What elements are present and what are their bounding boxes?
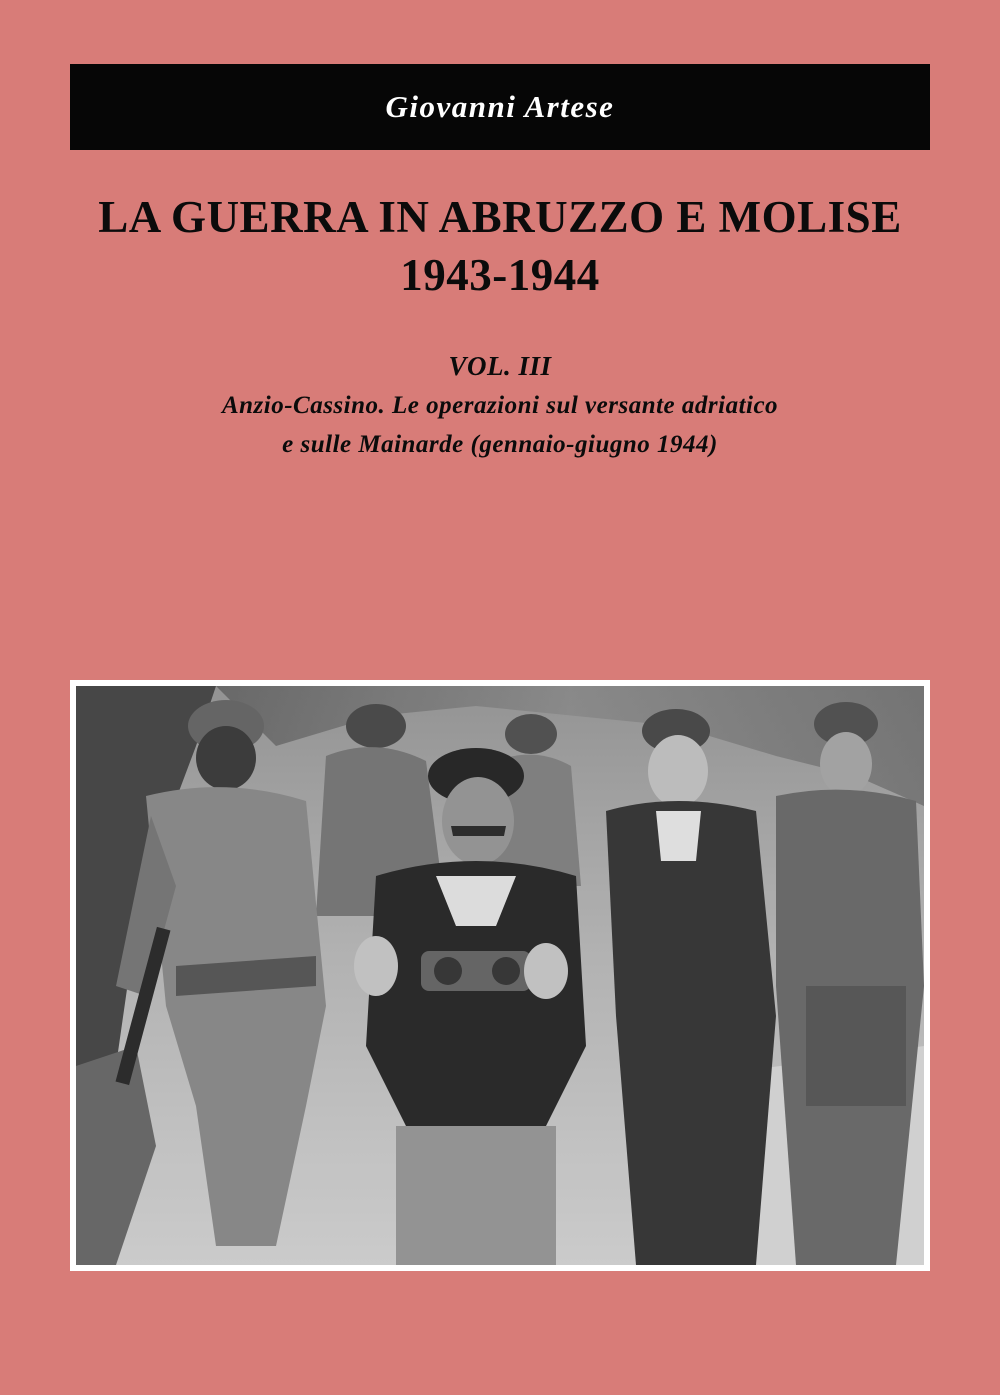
title-line-2: 1943-1944: [400, 250, 600, 300]
cover-photo-frame: [70, 680, 930, 1271]
author-bar: [70, 64, 930, 150]
subtitle-line-2: e sulle Mainarde (gennaio-giugno 1944): [282, 431, 718, 458]
soldiers-photo-image: [76, 686, 924, 1265]
author-name: Giovanni Artese: [385, 89, 615, 124]
subtitle-block: [0, 346, 1000, 464]
subtitle-line-1: Anzio-Cassino. Le operazioni sul versante adriatico: [221, 392, 779, 419]
volume-label: VOL. III: [448, 351, 552, 381]
book-title: [0, 188, 1000, 304]
title-line-1: LA GUERRA IN ABRUZZO E MOLISE: [98, 192, 902, 242]
